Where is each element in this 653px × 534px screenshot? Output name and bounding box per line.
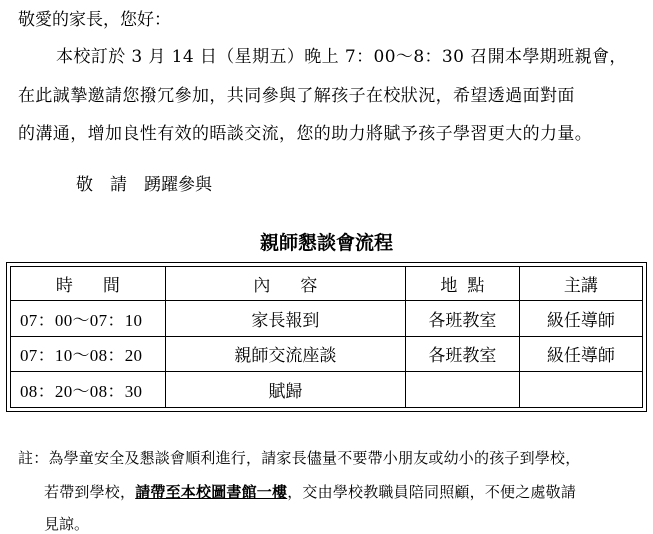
table-header-row [11, 267, 643, 301]
cell-content: 賦歸 [165, 372, 405, 408]
note-line-1: 註：為學童安全及懇談會順利進行，請家長儘量不要帶小朋友或幼小的孩子到學校， [18, 449, 581, 467]
cell-place [405, 372, 519, 408]
cell-speaker: 級任導師 [519, 301, 642, 337]
note-line-2-start: 若帶到學校， [44, 483, 136, 501]
paragraph-line-2: 在此誠摯邀請您撥冗參加，共同參與了解孩子在校狀況，希望透過面對面 [18, 86, 575, 106]
table-row [11, 336, 643, 372]
cell-time: 08：20～08：30 [11, 372, 166, 408]
cell-speaker: 級任導師 [519, 336, 642, 372]
cell-place: 各班教室 [405, 301, 519, 337]
header-content: 內容 [165, 267, 405, 301]
schedule-table-frame [6, 262, 647, 412]
note-line-2 [44, 482, 576, 502]
cell-content: 家長報到 [165, 301, 405, 337]
note-line-3: 見諒。 [44, 515, 90, 533]
cell-time: 07：00～07：10 [11, 301, 166, 337]
header-place: 地點 [405, 267, 519, 301]
paragraph-line-1: 本校訂於 3 月 14 日（星期五）晚上 7：00～8：30 召開本學期班親會， [56, 47, 627, 67]
schedule-table [10, 266, 643, 408]
table-row [11, 301, 643, 337]
note-line-2-end: ，交由學校教職員陪同照顧，不便之處敬請 [287, 483, 577, 501]
closing-line: 敬 請 踴躍參與 [76, 175, 212, 195]
note-emphasis-location: 請帶至本校圖書館一樓 [135, 483, 288, 501]
cell-content: 親師交流座談 [165, 336, 405, 372]
greeting: 敬愛的家長，您好： [18, 10, 171, 30]
cell-speaker [519, 372, 642, 408]
cell-place: 各班教室 [405, 336, 519, 372]
header-time: 時間 [11, 267, 166, 301]
cell-time: 07：10～08：20 [11, 336, 166, 372]
paragraph-line-3: 的溝通，增加良性有效的晤談交流，您的助力將賦予孩子學習更大的力量。 [18, 124, 593, 144]
schedule-title: 親師懇談會流程 [259, 232, 393, 254]
header-speaker: 主講 [519, 267, 642, 301]
table-row [11, 372, 643, 408]
